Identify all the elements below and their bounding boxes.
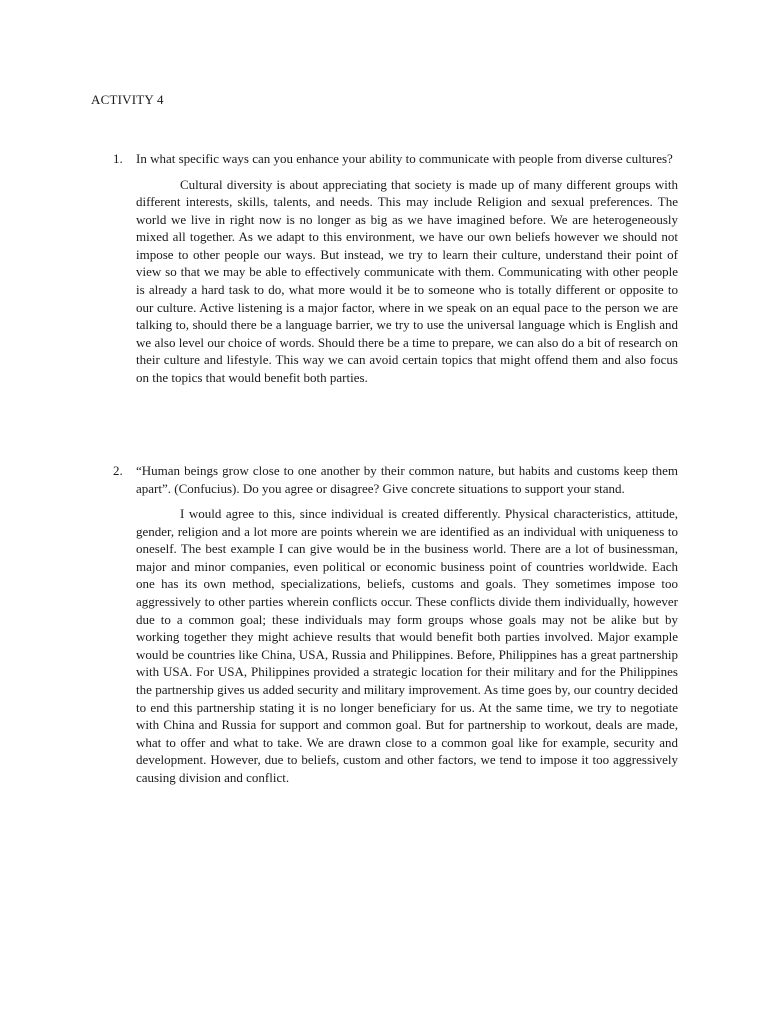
question-number: 2. — [113, 463, 123, 478]
question-item-2 — [113, 462, 678, 787]
question-number: 1. — [113, 151, 123, 166]
answer-paragraph: Cultural diversity is about appreciating that society is made up of many different groups with different interests, skills, talents, and needs. This may include Religion and sexual preferences. The world we live in right now is no longer as big as we have imagined before. We are heterogeneously mixed all together. As we adapt to this environment, we have our own beliefs however we should not impose to other people our ways. But instead, we try to learn their culture, understand their point of view so that we may be able to effectively communicate with them. Communicating with other people is already a hard task to do, what more would it be to someone who is totally different or opposite to our culture. Active listening is a major factor, where in we speak on an equal pace to the person we are talking to, should there be a language barrier, we try to use the universal language which is English and we also level our choice of words. Should there be a time to prepare, we can also do a bit of research on their culture and lifestyle. This way we can avoid certain topics that might offend them and also focus on the topics that would benefit both parties. — [136, 176, 678, 386]
question-text: In what specific ways can you enhance your ability to communicate with people from diverse cultures? — [136, 151, 673, 166]
answer-paragraph: I would agree to this, since individual is created differently. Physical characteristics, attitude, gender, religion and a lot more are points wherein we are identified as an individual with uniqueness to oneself. The best example I can give would be in the business world. There are a lot of businessman, major and minor companies, even political or economic business point of countries worldwide. Each one has its own method, specializations, beliefs, customs and goals. They sometimes impose too aggressively to other parties wherein conflicts occur. These conflicts divide them individually, however due to a common goal; these individuals may form groups whose goals may not be alike but by working together they might achieve results that would benefit both parties involved. Major example would be countries like China, USA, Russia and Philippines. Before, Philippines has a great partnership with USA. For USA, Philippines provided a strategic location for their military and for the Philippines the partnership gives us added security and military improvement. As time goes by, our country decided to end this partnership stating it is no longer beneficiary for us. At the same time, we try to negotiate with China and Russia for support and common goal. But for partnership to workout, deals are made, what to offer and what to take. We are drawn close to a common goal like for example, security and development. However, due to beliefs, custom and other factors, we tend to impose it too aggressively causing division and conflict. — [136, 506, 678, 785]
question-text: “Human beings grow close to one another by their common nature, but habits and customs keep them apart”. (Confucius). Do you agree or disagree? Give concrete situations to support your stand. — [136, 463, 678, 496]
document-title: ACTIVITY 4 — [91, 92, 164, 107]
question-item-1 — [113, 150, 678, 387]
